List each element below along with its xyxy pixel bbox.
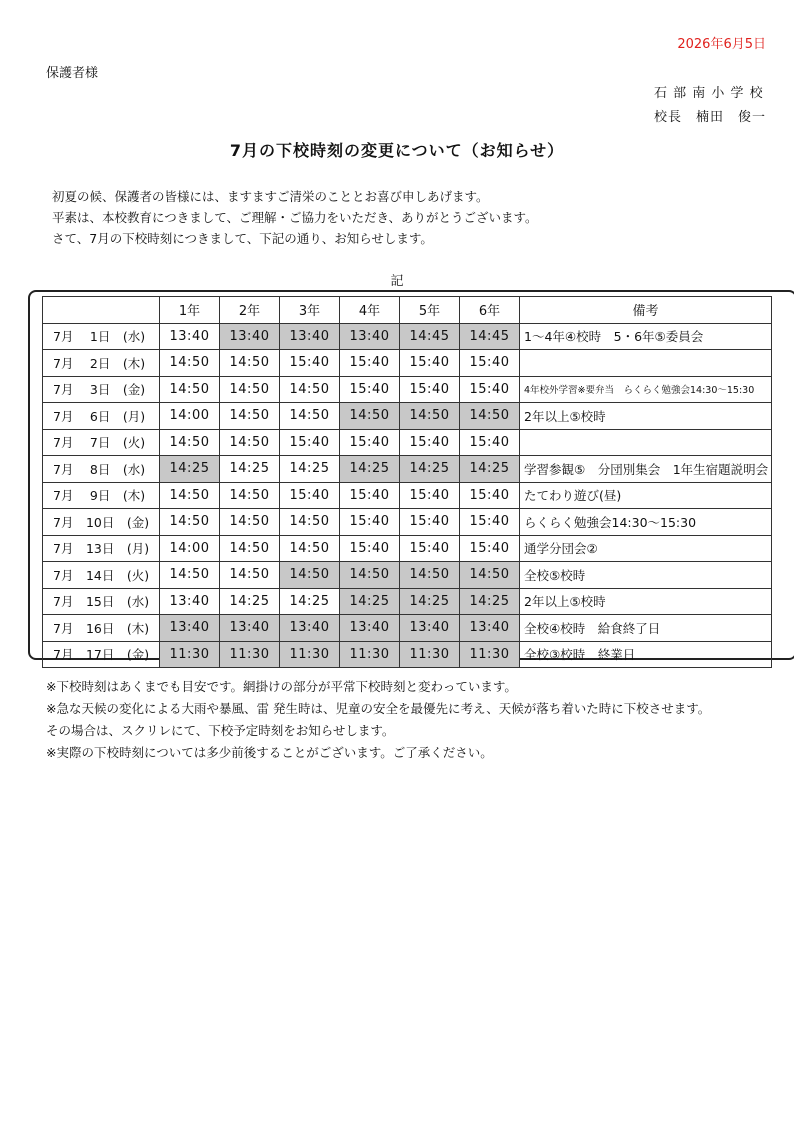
time-cell-grade-6: 15:40 xyxy=(460,429,520,456)
time-cell-grade-3: 14:50 xyxy=(280,509,340,536)
header-grade-6: 6年 xyxy=(460,297,520,324)
row-remark: 2年以上⑤校時 xyxy=(520,588,772,615)
time-cell-grade-1: 13:40 xyxy=(160,588,220,615)
table-row xyxy=(43,641,772,668)
time-cell-grade-1: 14:00 xyxy=(160,403,220,430)
note-line: ※実際の下校時刻については多少前後することがございます。ご了承ください。 xyxy=(46,745,493,760)
row-date: 7月 8日 (水) xyxy=(43,456,160,483)
time-cell-grade-1: 14:00 xyxy=(160,535,220,562)
table-row xyxy=(43,562,772,589)
time-cell-grade-2: 14:50 xyxy=(220,562,280,589)
time-cell-grade-5: 14:50 xyxy=(400,562,460,589)
time-cell-grade-4: 15:40 xyxy=(340,482,400,509)
time-cell-grade-4: 14:50 xyxy=(340,562,400,589)
time-cell-grade-3: 15:40 xyxy=(280,429,340,456)
time-cell-grade-5: 15:40 xyxy=(400,429,460,456)
time-cell-grade-5: 14:45 xyxy=(400,323,460,350)
header-grade-4: 4年 xyxy=(340,297,400,324)
intro-line: 初夏の候、保護者の皆様には、ますますご清栄のこととお喜び申しあげます。 xyxy=(52,189,489,204)
time-cell-grade-5: 14:50 xyxy=(400,403,460,430)
row-date: 7月 7日 (火) xyxy=(43,429,160,456)
table-row xyxy=(43,376,772,403)
time-cell-grade-1: 14:50 xyxy=(160,509,220,536)
time-cell-grade-3: 15:40 xyxy=(280,350,340,377)
time-cell-grade-6: 14:45 xyxy=(460,323,520,350)
time-cell-grade-2: 14:25 xyxy=(220,588,280,615)
time-cell-grade-2: 14:25 xyxy=(220,456,280,483)
table-body xyxy=(43,323,772,668)
time-cell-grade-2: 14:50 xyxy=(220,535,280,562)
time-cell-grade-4: 13:40 xyxy=(340,323,400,350)
time-cell-grade-4: 15:40 xyxy=(340,376,400,403)
row-remark: 学習参観⑤ 分団別集会 1年生宿題説明会 xyxy=(520,456,772,483)
table-row xyxy=(43,456,772,483)
time-cell-grade-2: 11:30 xyxy=(220,641,280,668)
time-cell-grade-1: 11:30 xyxy=(160,641,220,668)
time-cell-grade-5: 15:40 xyxy=(400,350,460,377)
time-cell-grade-5: 14:25 xyxy=(400,588,460,615)
row-date: 7月 14日 (火) xyxy=(43,562,160,589)
time-cell-grade-1: 14:50 xyxy=(160,562,220,589)
time-cell-grade-4: 14:50 xyxy=(340,403,400,430)
time-cell-grade-4: 15:40 xyxy=(340,429,400,456)
time-cell-grade-1: 14:50 xyxy=(160,350,220,377)
time-cell-grade-5: 14:25 xyxy=(400,456,460,483)
row-date: 7月 16日 (木) xyxy=(43,615,160,642)
time-cell-grade-6: 14:25 xyxy=(460,588,520,615)
time-cell-grade-3: 14:25 xyxy=(280,456,340,483)
time-cell-grade-2: 14:50 xyxy=(220,350,280,377)
time-cell-grade-2: 14:50 xyxy=(220,429,280,456)
sender-block xyxy=(654,82,766,130)
intro-line: 平素は、本校教育につきまして、ご理解・ご協力をいただき、ありがとうございます。 xyxy=(52,210,538,225)
time-cell-grade-6: 15:40 xyxy=(460,350,520,377)
time-cell-grade-6: 15:40 xyxy=(460,376,520,403)
time-cell-grade-1: 13:40 xyxy=(160,615,220,642)
recipient: 保護者様 xyxy=(46,66,99,81)
time-cell-grade-3: 14:50 xyxy=(280,535,340,562)
time-cell-grade-6: 11:30 xyxy=(460,641,520,668)
time-cell-grade-6: 14:50 xyxy=(460,562,520,589)
table-row xyxy=(43,509,772,536)
table-row xyxy=(43,588,772,615)
row-remark: らくらく勉強会14:30～15:30 xyxy=(520,509,772,536)
time-cell-grade-3: 11:30 xyxy=(280,641,340,668)
time-cell-grade-6: 14:25 xyxy=(460,456,520,483)
header-grade-2: 2年 xyxy=(220,297,280,324)
time-cell-grade-6: 13:40 xyxy=(460,615,520,642)
time-cell-grade-2: 14:50 xyxy=(220,403,280,430)
ki-heading: 記 xyxy=(390,274,404,289)
time-cell-grade-2: 13:40 xyxy=(220,323,280,350)
page-title: 7月の下校時刻の変更について（お知らせ） xyxy=(229,141,565,160)
school-name: 石 部 南 小 学 校 xyxy=(653,86,764,101)
time-cell-grade-1: 14:25 xyxy=(160,456,220,483)
time-cell-grade-5: 15:40 xyxy=(400,376,460,403)
row-remark: 1～4年④校時 5・6年⑤委員会 xyxy=(520,323,772,350)
row-date: 7月 9日 (木) xyxy=(43,482,160,509)
intro-paragraph xyxy=(52,186,538,249)
issue-date: 2026年6月5日 xyxy=(677,37,766,52)
header-grade-5: 5年 xyxy=(400,297,460,324)
header-grade-3: 3年 xyxy=(280,297,340,324)
time-cell-grade-3: 14:25 xyxy=(280,588,340,615)
row-remark xyxy=(520,350,772,377)
time-cell-grade-5: 11:30 xyxy=(400,641,460,668)
row-remark xyxy=(520,429,772,456)
row-date: 7月 15日 (水) xyxy=(43,588,160,615)
table-header-row xyxy=(43,297,772,324)
time-cell-grade-1: 13:40 xyxy=(160,323,220,350)
time-cell-grade-2: 14:50 xyxy=(220,482,280,509)
time-cell-grade-3: 13:40 xyxy=(280,323,340,350)
time-cell-grade-4: 14:25 xyxy=(340,456,400,483)
time-cell-grade-3: 14:50 xyxy=(280,376,340,403)
time-cell-grade-6: 14:50 xyxy=(460,403,520,430)
note-line: ※急な天候の変化による大雨や暴風、雷 発生時は、児童の安全を最優先に考え、天候が落ち着いた時に下校させます。 xyxy=(46,701,711,716)
time-cell-grade-6: 15:40 xyxy=(460,535,520,562)
time-cell-grade-5: 15:40 xyxy=(400,535,460,562)
time-cell-grade-1: 14:50 xyxy=(160,376,220,403)
time-cell-grade-6: 15:40 xyxy=(460,509,520,536)
time-cell-grade-4: 13:40 xyxy=(340,615,400,642)
row-remark: 全校③校時 終業日 xyxy=(520,641,772,668)
row-date: 7月 3日 (金) xyxy=(43,376,160,403)
time-cell-grade-2: 13:40 xyxy=(220,615,280,642)
time-cell-grade-2: 14:50 xyxy=(220,509,280,536)
table-row xyxy=(43,429,772,456)
row-remark: 2年以上⑤校時 xyxy=(520,403,772,430)
note-line: その場合は、スクリレにて、下校予定時刻をお知らせします。 xyxy=(46,723,395,738)
time-cell-grade-1: 14:50 xyxy=(160,429,220,456)
row-remark: 4年校外学習※要弁当 らくらく勉強会14:30～15:30 xyxy=(520,376,772,403)
time-cell-grade-4: 15:40 xyxy=(340,509,400,536)
time-cell-grade-3: 15:40 xyxy=(280,482,340,509)
table-row xyxy=(43,350,772,377)
header-date xyxy=(43,297,160,324)
row-remark: たてわり遊び(昼) xyxy=(520,482,772,509)
principal-name: 校長 楠田 俊一 xyxy=(653,110,766,125)
table-row xyxy=(43,482,772,509)
header-remarks: 備考 xyxy=(520,297,772,324)
table-row xyxy=(43,535,772,562)
time-cell-grade-4: 11:30 xyxy=(340,641,400,668)
time-cell-grade-4: 15:40 xyxy=(340,350,400,377)
time-cell-grade-2: 14:50 xyxy=(220,376,280,403)
time-cell-grade-6: 15:40 xyxy=(460,482,520,509)
table-row xyxy=(43,615,772,642)
time-cell-grade-1: 14:50 xyxy=(160,482,220,509)
time-cell-grade-5: 15:40 xyxy=(400,509,460,536)
row-date: 7月 6日 (月) xyxy=(43,403,160,430)
table-row xyxy=(43,323,772,350)
row-date: 7月 2日 (木) xyxy=(43,350,160,377)
row-remark: 通学分団会② xyxy=(520,535,772,562)
row-date: 7月 1日 (水) xyxy=(43,323,160,350)
time-cell-grade-5: 15:40 xyxy=(400,482,460,509)
intro-line: さて、7月の下校時刻につきまして、下記の通り、お知らせします。 xyxy=(52,231,433,246)
row-remark: 全校⑤校時 xyxy=(520,562,772,589)
time-cell-grade-3: 14:50 xyxy=(280,403,340,430)
row-remark: 全校④校時 給食終了日 xyxy=(520,615,772,642)
time-cell-grade-5: 13:40 xyxy=(400,615,460,642)
time-cell-grade-4: 14:25 xyxy=(340,588,400,615)
row-date: 7月 17日 (金) xyxy=(43,641,160,668)
table-row xyxy=(43,403,772,430)
notes-section xyxy=(46,676,710,764)
schedule-table xyxy=(42,296,772,668)
note-line: ※下校時刻はあくまでも目安です。網掛けの部分が平常下校時刻と変わっています。 xyxy=(46,679,517,694)
time-cell-grade-4: 15:40 xyxy=(340,535,400,562)
time-cell-grade-3: 13:40 xyxy=(280,615,340,642)
header-grade-1: 1年 xyxy=(160,297,220,324)
time-cell-grade-3: 14:50 xyxy=(280,562,340,589)
row-date: 7月 13日 (月) xyxy=(43,535,160,562)
row-date: 7月 10日 (金) xyxy=(43,509,160,536)
